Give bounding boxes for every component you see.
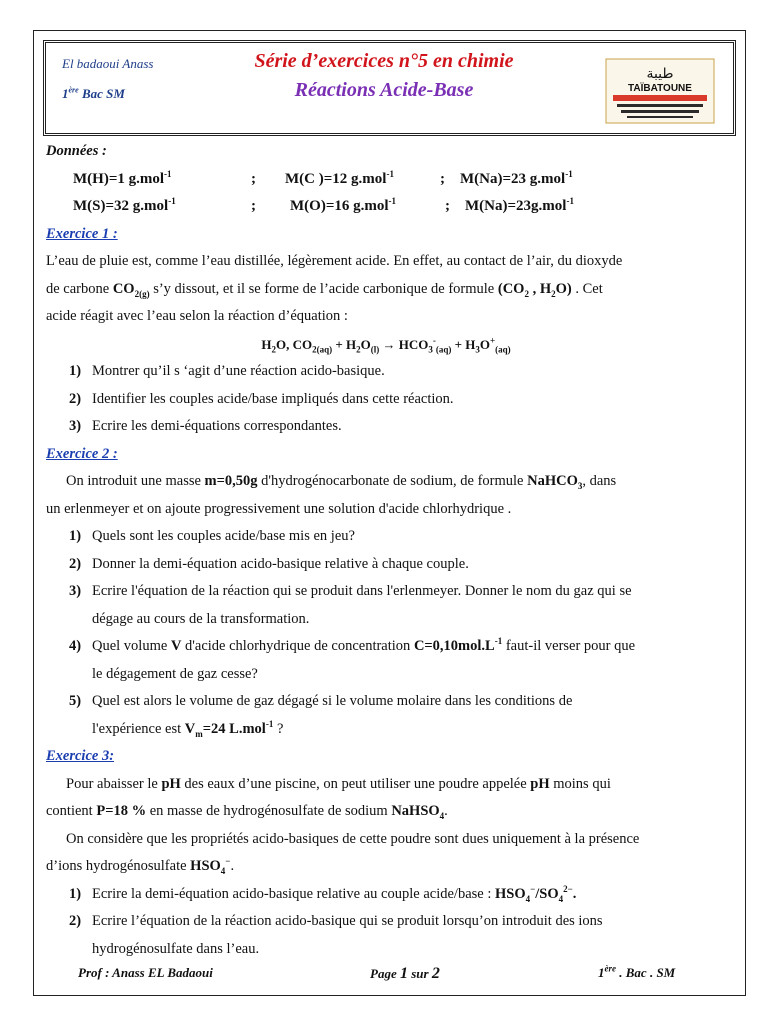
class-level: 1ère Bac SM (62, 85, 125, 101)
exercise-1-title: Exercice 1 : (46, 225, 118, 242)
ex1-paragraph-line: de carbone $CO_{2(g)}$ s’y dissout, et il se forme de l’acide carbonique de formule ($CO_2$ , $H_2O$) . Cet (46, 280, 603, 299)
ex2-paragraph-line: On introduit une masse m=0,50g d'hydrogénocarbonate de sodium, de formule NaHCO$_3$, dans (66, 473, 617, 491)
svg-text:TAÏBATOUNE: TAÏBATOUNE (628, 83, 692, 94)
question-continuation: l'expérience est $V_m=24$ L.mol$^{-1}$ ? (92, 718, 284, 739)
question-item: 3) Ecrire les demi-équations correspondantes. (69, 418, 342, 434)
question-item: 2) Donner la demi-équation acido-basique relative à chaque couple. (69, 555, 469, 572)
molar-mass-row-1: M(H)=1 g.mol$^{-1}$ ; M(C )=12 g.mol$^{-1}$ ; M(Na)=23 g.mol$^{-1}$ (73, 168, 573, 187)
question-continuation: le dégagement de gaz cesse? (92, 665, 258, 682)
question-item: 5) Quel est alors le volume de gaz dégagé si le volume molaire dans les conditions de (69, 693, 573, 709)
question-item: 1) Quels sont les couples acide/base mis en jeu? (69, 528, 355, 544)
page-subtitle: Réactions Acide-Base (294, 79, 474, 101)
ex3-paragraph-line: Pour abaisser le pH des eaux d’une piscine, on peut utiliser une poudre appelée pH moins qui (66, 775, 611, 792)
question-item: 1) Montrer qu’il s ‘agit d’une réaction acido-basique. (69, 363, 385, 379)
ex1-paragraph-line: acide réagit avec l’eau selon la réaction d’équation : (46, 308, 348, 324)
carbonic-acid-equation: $H_2O$, $CO_{2(aq)} + H_2O_{(l)} \to HCO_3^-_{(aq)} + H_3O^+_{(aq)}$ (261, 335, 511, 355)
svg-text:طيبة: طيبة (646, 66, 674, 82)
author-name: El badaoui Anass (62, 56, 154, 71)
question-item: 3) Ecrire l'équation de la réaction qui se produit dans l'erlenmeyer. Donner le nom du gaz qui se (69, 583, 632, 599)
question-item: 1) Ecrire la demi-équation acido-basique relative au couple acide/base : $HSO_4^-/SO_4^{2-}$. (69, 883, 577, 904)
question-item: 4) Quel volume V d'acide chlorhydrique de concentration $C=0,10mol.L^{-1}$ faut-il verser pour que (69, 636, 636, 654)
ex3-paragraph-line: On considère que les propriétés acido-basiques de cette poudre sont dues uniquement à la présence (66, 830, 640, 847)
ex2-paragraph-line: un erlenmeyer et on ajoute progressivement une solution d'acide chlorhydrique . (46, 500, 512, 517)
ex1-paragraph-line: L’eau de pluie est, comme l’eau distillée, légèrement acide. En effet, au contact de l’air, du dioxyde (46, 253, 623, 269)
taibatoune-logo (605, 58, 715, 124)
page-title: Série d’exercices n°5 en chimie (254, 50, 514, 72)
footer-class-level: 1ère . Bac . SM (598, 963, 676, 980)
question-item: 2) Identifier les couples acide/base impliqués dans cette réaction. (69, 390, 454, 407)
question-continuation: dégage au cours de la transformation. (92, 610, 310, 627)
exercise-3-title: Exercice 3: (46, 748, 115, 764)
document-body (46, 138, 726, 963)
footer-prof: Prof : Anass EL Badaoui (78, 965, 213, 980)
question-continuation: hydrogénosulfate dans l’eau. (92, 940, 260, 957)
ex3-paragraph-line: d’ions hydrogénosulfate $HSO_4^-$. (46, 856, 235, 876)
footer-page-number: Page 1 sur 2 (370, 965, 440, 982)
ex3-paragraph-line: contient P=18 % en masse de hydrogénosulfate de sodium NaHSO$_4$. (46, 803, 448, 821)
donnees-label: Données : (46, 143, 107, 159)
molar-mass-row-2: M(S)=32 g.mol$^{-1}$ ; M(O)=16 g.mol$^{-1}$ ; M(Na)=23g.mol$^{-1}$ (73, 196, 574, 214)
exercise-2-title: Exercice 2 : (46, 445, 118, 462)
question-item: 2) Ecrire l’équation de la réaction acido-basique qui se produit lorsqu’on introduit des ions (69, 913, 603, 929)
